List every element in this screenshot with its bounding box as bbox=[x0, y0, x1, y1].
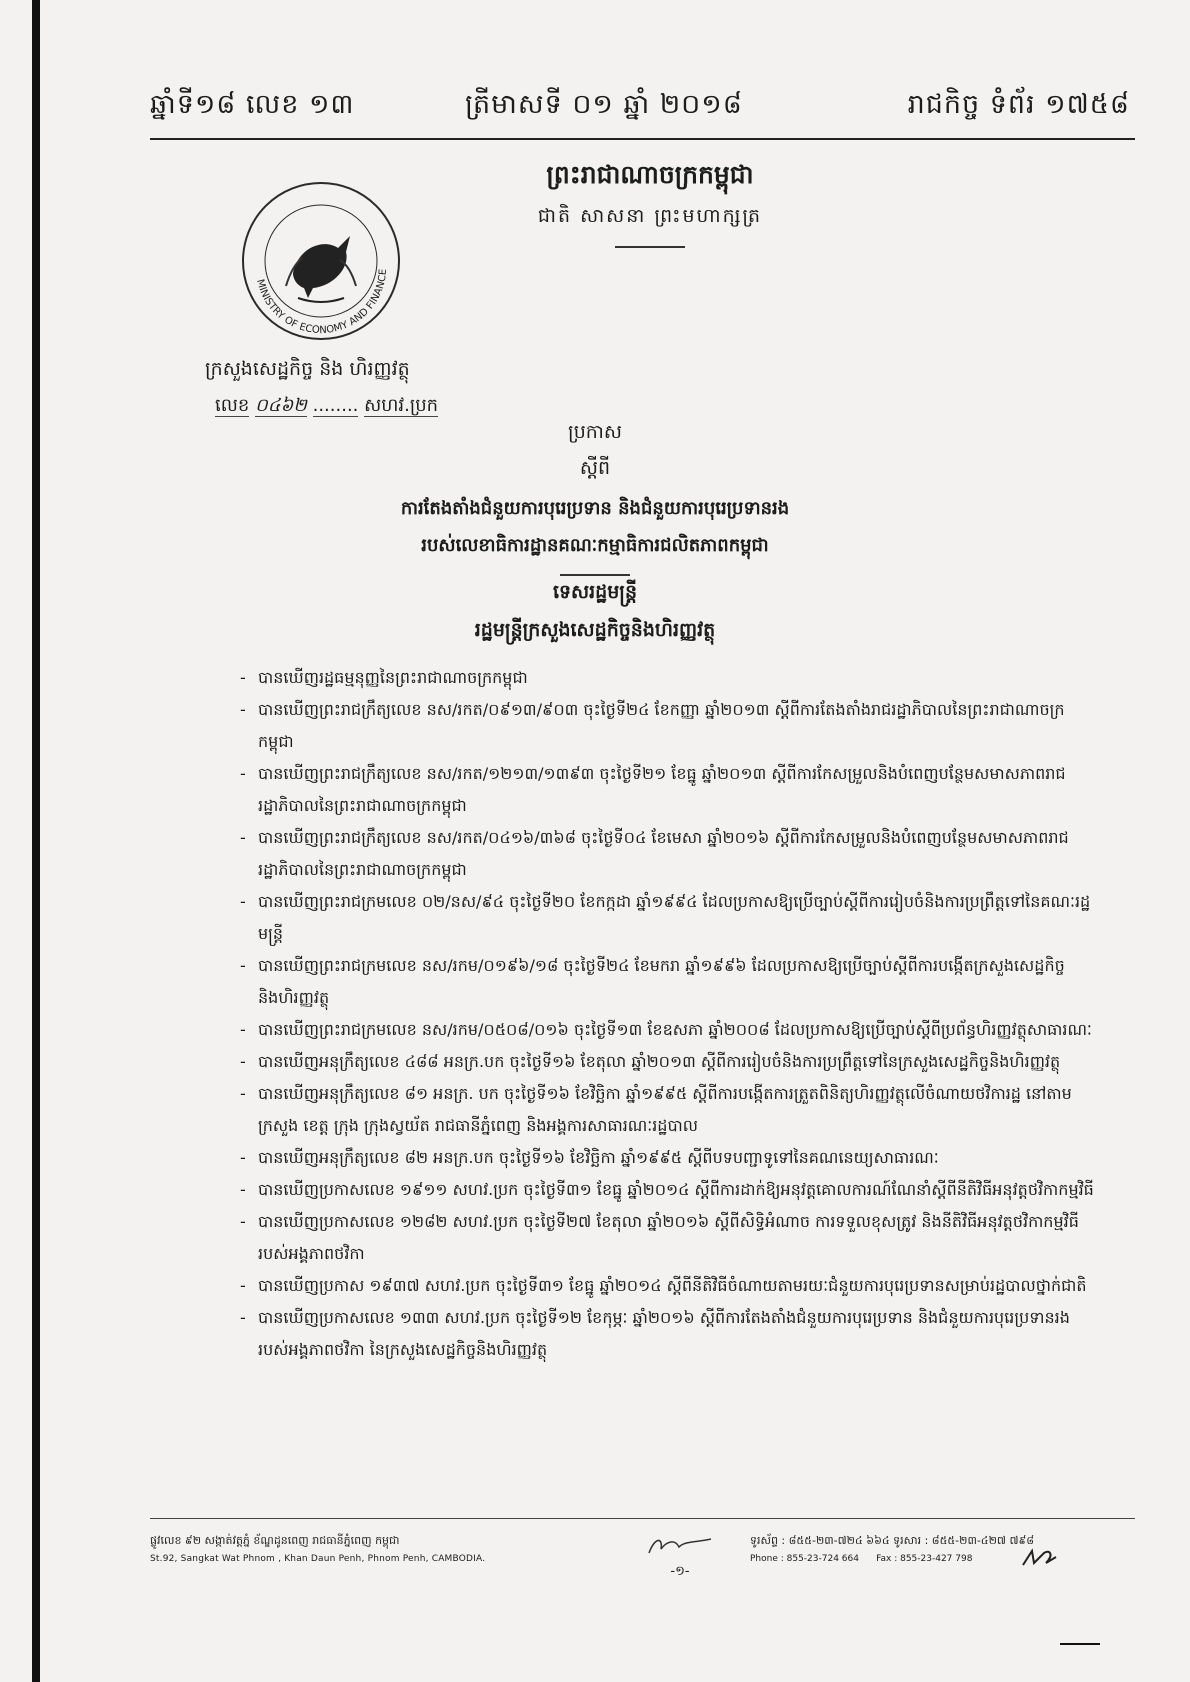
clause-item: - បានឃើញព្រះរាជក្រមលេខ នស/រកម/០៥០៨/០១៦ ចុះថ្ងៃទី១៣ ខែឧសភា ឆ្នាំ២០០៨ ដែលប្រកាសឱ្យប្រើច្បាប់ស្តីពីប្រព័ន្ធហិរញ្ញវត្ថុសាធារណៈ bbox=[240, 1014, 1100, 1046]
clause-item: - បានឃើញអនុក្រឹត្យលេខ ៨១ អនក្រ. បក ចុះថ្ងៃទី១៦ ខែវិច្ឆិកា ឆ្នាំ១៩៩៥ ស្តីពីការបង្កើតការត្រួតពិនិត្យហិរញ្ញវត្ថុលើចំណាយថវិការដ្ឋ នៅតាមក្រសួង ខេត្ត ក្រុង ក្រុងស្វយ័ត រាជធានីភ្នំពេញ និងអង្គការសាធារណៈរដ្ឋបាល bbox=[240, 1078, 1100, 1142]
ornament-divider bbox=[560, 574, 630, 576]
gazette-year-issue: ឆ្នាំទី១៨ លេខ ១៣ bbox=[150, 89, 355, 120]
clause-item: - បានឃើញប្រកាសលេខ ១២៨២ សហវ.ប្រក ចុះថ្ងៃទី២៧ ខែតុលា ឆ្នាំ២០១៦ ស្តីពីសិទ្ធិអំណាច ការទទួលខុសត្រូវ និងនីតិវិធីអនុវត្តថវិកាកម្មវិធីរបស់អង្គភាពថវិកា bbox=[240, 1206, 1100, 1270]
scan-edge-bar bbox=[32, 0, 40, 1682]
ref-suffix: សហវ.ប្រក bbox=[364, 395, 439, 416]
bird-emblem-icon bbox=[286, 236, 356, 302]
header-rule bbox=[150, 138, 1135, 140]
clause-item: - បានឃើញរដ្ឋធម្មនុញ្ញនៃព្រះរាជាណាចក្រកម្ពុជា bbox=[240, 662, 1100, 694]
issuer-title: ទេសរដ្ឋមន្ត្រី bbox=[552, 581, 638, 603]
contact-khmer: ទូរស័ព្ទ : ៨៥៥-២៣-៧២៤ ៦៦៤ ទូរសារ : ៨៥៥-២៣-៤២៧ ៧៩៨ bbox=[750, 1534, 1035, 1547]
kingdom-motto: ជាតិ សាសនា ព្រះមហាក្សត្រ bbox=[537, 205, 763, 227]
signature-mark-icon bbox=[1020, 1545, 1060, 1571]
clause-item: - បានឃើញព្រះរាជក្រឹត្យលេខ នស/រកត/១២១៣/១៣៩៣ ចុះថ្ងៃទី២១ ខែធ្នូ ឆ្នាំ២០១៣ ស្តីពីការកែសម្រួលនិងបំពេញបន្ថែមសមាសភាពរាជរដ្ឋាភិបាលនៃព្រះរាជាណាចក្រកម្ពុជា bbox=[240, 758, 1100, 822]
kingdom-title: ព្រះរាជាណាចក្រកម្ពុជា bbox=[546, 160, 754, 189]
ornament-divider bbox=[615, 246, 685, 248]
footer-rule bbox=[150, 1518, 1135, 1519]
document-about: ស្តីពី bbox=[579, 457, 611, 479]
preamble-clauses bbox=[240, 662, 1100, 1366]
address-english: St.92, Sangkat Wat Phnom , Khan Daun Penh, Phnom Penh, CAMBODIA. bbox=[150, 1554, 486, 1564]
clause-item: - បានឃើញប្រកាសលេខ ១៣៣ សហវ.ប្រក ចុះថ្ងៃទី១២ ខែកុម្ភៈ ឆ្នាំ២០១៦ ស្តីពីការតែងតាំងជំនួយការបុរេប្រទាន និងជំនួយការបុរេប្រទានរងរបស់អង្គភាពថវិកា នៃក្រសួងសេដ្ឋកិច្ចនិងហិរញ្ញវត្ថុ bbox=[240, 1302, 1100, 1366]
footer-address bbox=[150, 1532, 485, 1568]
ref-number: ០៤៦២ bbox=[255, 395, 307, 416]
document-type: ប្រកាស bbox=[568, 421, 622, 443]
reference-number: លេខ ០៤៦២ ........ សហវ.ប្រក bbox=[215, 395, 439, 416]
footer-contact bbox=[750, 1532, 1034, 1568]
issuer-block bbox=[250, 580, 940, 646]
gazette-page-ref: រាជកិច្ច ទំព័រ ១៧៥៨ bbox=[907, 89, 1130, 120]
margin-mark bbox=[1060, 1643, 1100, 1645]
subject-line-1: ការតែងតាំងជំនួយការបុរេប្រទាន និងជំនួយការបុរេប្រទានរង bbox=[400, 498, 790, 519]
address-khmer: ផ្លូវលេខ ៩២ សង្កាត់វត្តភ្នំ ខ័ណ្ឌដូនពេញ រាជធានីភ្នំពេញ កម្ពុជា bbox=[150, 1534, 400, 1547]
seal-ring-text: MINISTRY OF ECONOMY AND FINANCE bbox=[254, 268, 390, 337]
clause-item: - បានឃើញព្រះរាជក្រឹត្យលេខ នស/រកត/០៤១៦/៣៦៨ ចុះថ្ងៃទី០៤ ខែមេសា ឆ្នាំ២០១៦ ស្តីពីការកែសម្រួលនិងបំពេញបន្ថែមសមាសភាពរាជរដ្ឋាភិបាលនៃព្រះរាជាណាចក្រកម្ពុជា bbox=[240, 822, 1100, 886]
document-title-block bbox=[250, 420, 940, 576]
fax-english: Fax : 855-23-427 798 bbox=[876, 1554, 973, 1564]
clause-item: - បានឃើញអនុក្រឹត្យលេខ ៤៨៨ អនក្រ.បក ចុះថ្ងៃទី១៦ ខែតុលា ឆ្នាំ២០១៣ ស្តីពីការរៀបចំនិងការប្រព្រឹត្តទៅនៃក្រសួងសេដ្ឋកិច្ចនិងហិរញ្ញវត្ថុ bbox=[240, 1046, 1100, 1078]
clause-item: - បានឃើញប្រកាសលេខ ១៩១១ សហវ.ប្រក ចុះថ្ងៃទី៣១ ខែធ្នូ ឆ្នាំ២០១៤ ស្តីពីការដាក់ឱ្យអនុវត្តគោលការណ៍ណែនាំស្តីពីនីតិវិធីអនុវត្តថវិកាកម្មវិធី bbox=[240, 1174, 1100, 1206]
gazette-header bbox=[150, 88, 1130, 132]
issuer-name: រដ្ឋមន្ត្រីក្រសួងសេដ្ឋកិច្ចនិងហិរញ្ញវត្ថុ bbox=[474, 619, 716, 641]
page-number: -១- bbox=[670, 1564, 690, 1579]
initials-signature-icon bbox=[645, 1535, 715, 1557]
clause-item: - បានឃើញអនុក្រឹត្យលេខ ៨២ អនក្រ.បក ចុះថ្ងៃទី១៦ ខែវិច្ឆិកា ឆ្នាំ១៩៩៥ ស្តីពីបទបញ្ជាទូទៅនៃគណនេយ្យសាធារណៈ bbox=[240, 1142, 1100, 1174]
clause-item: - បានឃើញព្រះរាជក្រឹត្យលេខ នស/រកត/០៩១៣/៩០៣ ចុះថ្ងៃទី២៤ ខែកញ្ញា ឆ្នាំ២០១៣ ស្តីពីការតែងតាំងរាជរដ្ឋាភិបាលនៃព្រះរាជាណាចក្រកម្ពុជា bbox=[240, 694, 1100, 758]
subject-line-2: របស់លេខាធិការដ្ឋានគណៈកម្មាធិការជលិតភាពកម្ពុជា bbox=[421, 535, 769, 556]
gazette-date: ត្រីមាសទី ០១ ឆ្នាំ ២០១៨ bbox=[465, 89, 743, 120]
clause-item: - បានឃើញព្រះរាជក្រមលេខ ០២/នស/៩៤ ចុះថ្ងៃទី២០ ខែកក្កដា ឆ្នាំ១៩៩៤ ដែលប្រកាសឱ្យប្រើច្បាប់ស្តីពីការរៀបចំនិងការប្រព្រឹត្តទៅនៃគណៈរដ្ឋមន្ត្រី bbox=[240, 886, 1100, 950]
clause-item: - បានឃើញព្រះរាជក្រមលេខ នស/រកម/០១៩៦/១៨ ចុះថ្ងៃទី២៤ ខែមករា ឆ្នាំ១៩៩៦ ដែលប្រកាសឱ្យប្រើច្បាប់ស្តីពីការបង្កើតក្រសួងសេដ្ឋកិច្ចនិងហិរញ្ញវត្ថុ bbox=[240, 950, 1100, 1014]
kingdom-heading bbox=[500, 160, 800, 248]
footer-page bbox=[640, 1535, 720, 1582]
ministry-name: ក្រសួងសេដ្ឋកិច្ច និង ហិរញ្ញវត្ថុ bbox=[205, 358, 410, 380]
ministry-seal bbox=[238, 178, 404, 344]
ref-prefix: លេខ bbox=[215, 395, 250, 416]
clause-item: - បានឃើញប្រកាស ១៩៣៧ សហវ.ប្រក ចុះថ្ងៃទី៣១ ខែធ្នូ ឆ្នាំ២០១៤ ស្តីពីនីតិវិធីចំណាយតាមរយៈជំនួយការបុរេប្រទានសម្រាប់រដ្ឋបាលថ្នាក់ជាតិ bbox=[240, 1270, 1100, 1302]
phone-english: Phone : 855-23-724 664 bbox=[750, 1554, 859, 1564]
